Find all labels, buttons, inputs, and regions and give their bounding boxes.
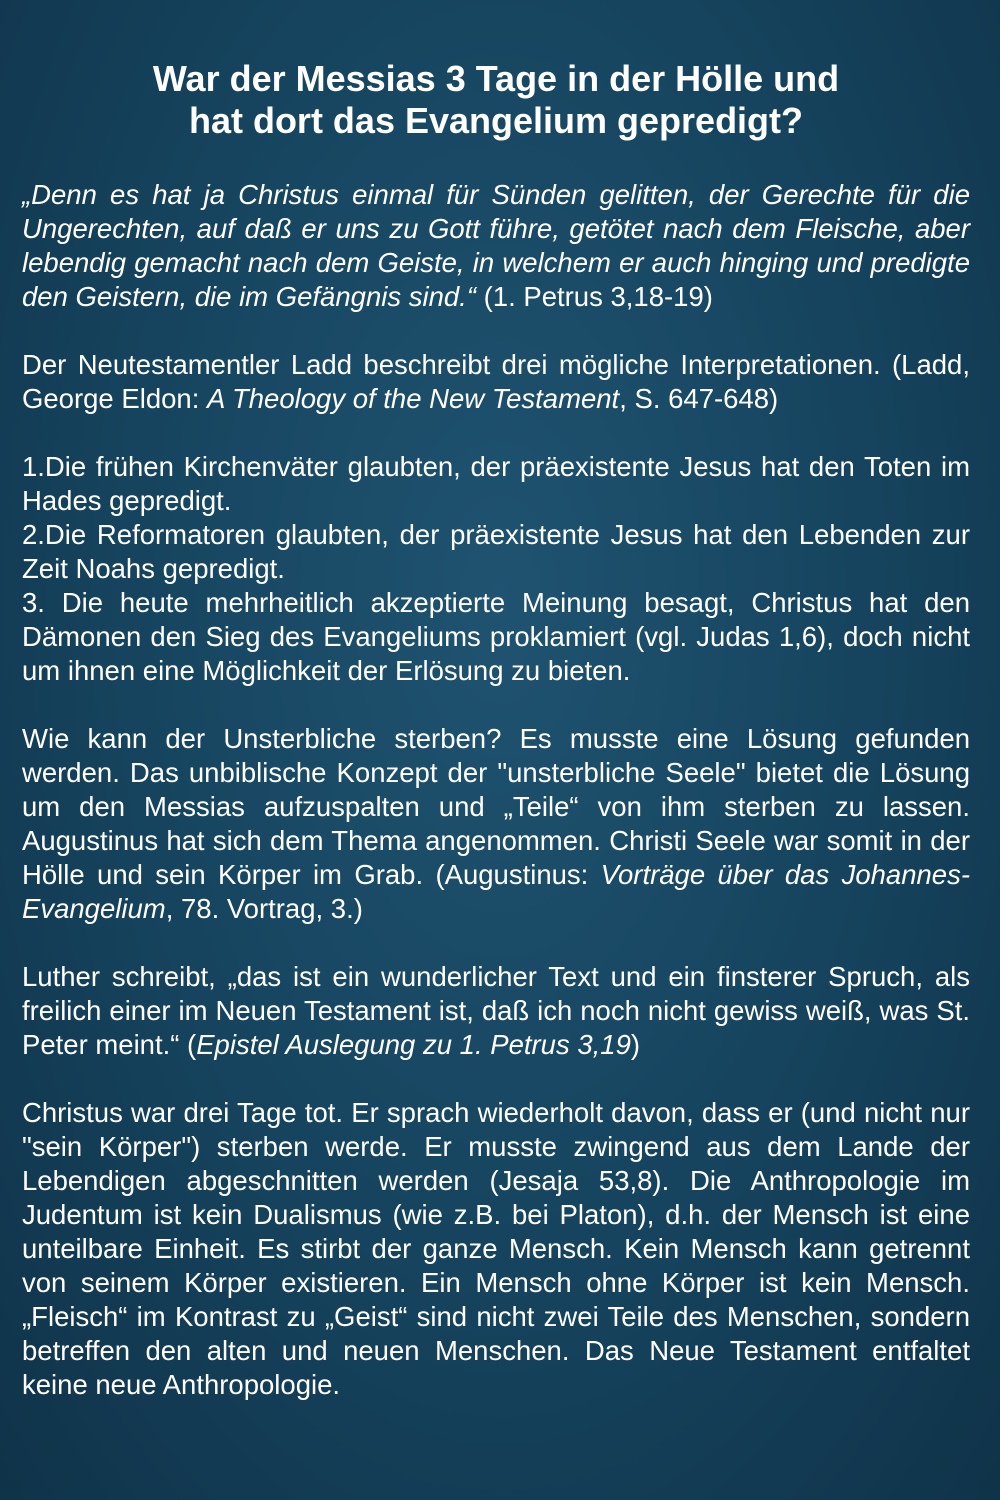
luther-paragraph bbox=[22, 960, 970, 1062]
augustinus-suffix: , 78. Vortrag, 3.) bbox=[165, 893, 363, 924]
augustinus-work-title: Vorträge über das Johannes-Evangelium bbox=[22, 859, 970, 924]
augustinus-text: Wie kann der Unsterbliche sterben? Es musste eine Lösung gefunden werden. Das unbiblische Konzept der "unsterbliche Seele" bietet die Lösung um den Messias aufzuspalten und „Teile“ von ihm sterben zu lassen. Augustinus hat sich dem Thema angenommen. Christi Seele war somit in der Hölle und sein Körper im Grab. (Augustinus: bbox=[22, 723, 970, 890]
page-title bbox=[22, 58, 970, 142]
ladd-book-title: A Theology of the New Testament bbox=[206, 383, 620, 414]
interpretation-item: 3. Die heute mehrheitlich akzeptierte Meinung besagt, Christus hat den Dämonen den Sieg des Evangeliums proklamiert (vgl. Judas 1,6), doch nicht um ihnen eine Möglichkeit der Erlösung zu bieten. bbox=[22, 587, 970, 686]
ladd-pages: , S. 647-648) bbox=[619, 383, 779, 414]
interpretations-list bbox=[22, 450, 970, 688]
augustinus-paragraph bbox=[22, 722, 970, 926]
bible-quote-paragraph bbox=[22, 178, 970, 314]
title-line-2: hat dort das Evangelium gepredigt? bbox=[188, 100, 804, 141]
ladd-text: Der Neutestamentler Ladd beschreibt drei mögliche Interpretationen. (Ladd, George Eldon: bbox=[22, 349, 970, 414]
luther-suffix: ) bbox=[630, 1029, 641, 1060]
interpretation-item: 1.Die frühen Kirchenväter glaubten, der präexistente Jesus hat den Toten im Hades gepredigt. bbox=[22, 451, 970, 516]
interpretation-item: 2.Die Reformatoren glaubten, der präexistente Jesus hat den Lebenden zur Zeit Noahs gepredigt. bbox=[22, 519, 970, 584]
bible-reference: (1. Petrus 3,18-19) bbox=[475, 281, 713, 312]
conclusion-paragraph: Christus war drei Tage tot. Er sprach wiederholt davon, dass er (und nicht nur "sein Körper") sterben werde. Er musste zwingend aus dem Lande der Lebendigen abgeschnitten werden (Jesaja 53,8). Die Anthropologie im Judentum ist kein Dualismus (wie z.B. bei Platon), d.h. der Mensch ist eine unteilbare Einheit. Es stirbt der ganze Mensch. Kein Mensch kann getrennt von seinem Körper existieren. Ein Mensch ohne Körper ist kein Mensch. „Fleisch“ im Kontrast zu „Geist“ sind nicht zwei Teile des Menschen, sondern betreffen den alten und neuen Menschen. Das Neue Testament entfaltet keine neue Anthropologie. bbox=[22, 1097, 970, 1400]
luther-text: Luther schreibt, „das ist ein wunderlicher Text und ein finsterer Spruch, als freilich einer im Neuen Testament ist, daß ich noch nicht gewiss weiß, was St. Peter meint.“ ( bbox=[22, 961, 970, 1060]
luther-work-title: Epistel Auslegung zu 1. Petrus 3,19 bbox=[196, 1029, 631, 1060]
ladd-paragraph bbox=[22, 348, 970, 416]
title-line-1: War der Messias 3 Tage in der Hölle und bbox=[152, 58, 840, 99]
bible-quote: „Denn es hat ja Christus einmal für Sünden gelitten, der Gerechte für die Ungerechten, auf daß er uns zu Gott führe, getötet nach dem Fleische, aber lebendig gemacht nach dem Geiste, in welchem er auch hinging und predigte den Geistern, die im Gefängnis sind.“ bbox=[22, 179, 970, 312]
